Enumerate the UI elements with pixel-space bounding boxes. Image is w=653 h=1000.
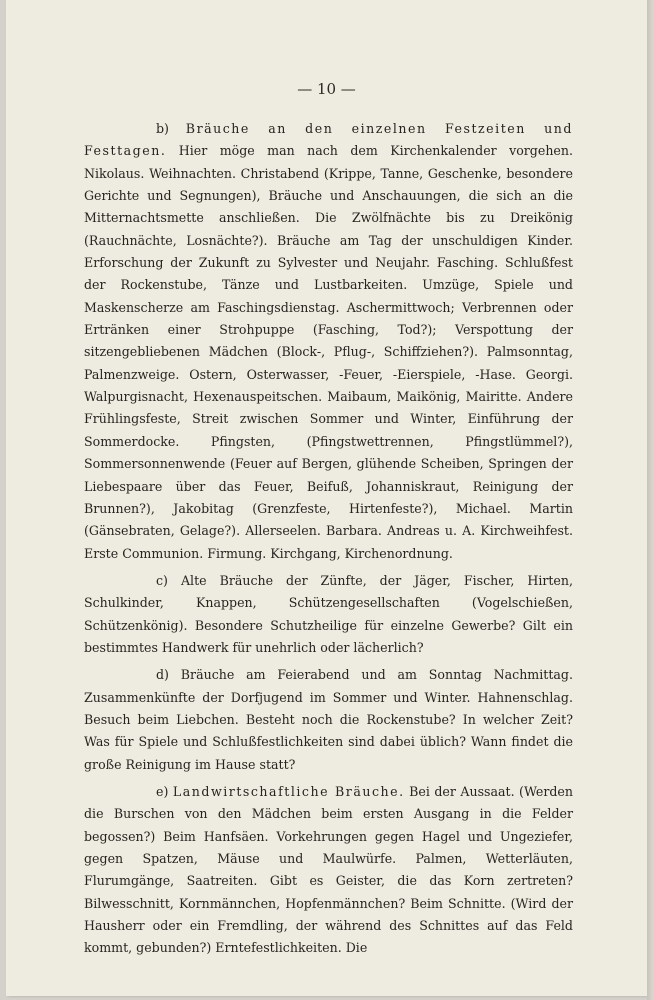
page-edge (647, 0, 653, 1000)
section-b (84, 118, 573, 565)
section-e (84, 781, 573, 960)
section-label: c) (156, 572, 168, 588)
section-label: e) (156, 783, 169, 799)
section-label: d) (156, 667, 169, 683)
page-text (84, 118, 573, 965)
section-c (84, 570, 573, 659)
section-heading: Bräuche an den einzelnen Festzeiten und Festtagen. (84, 121, 573, 159)
section-body: Bräuche am Feierabend und am Sonntag Nachmittag. Zusammenkünfte der Dorfjugend im Sommer und Winter. Hahnenschlag. Besuch beim Liebchen. Besteht noch die Rockenstube? In welcher Zeit? Was für Spiele und Schlußfestlichkeiten sind dabei üblich? Wann findet die große Reinigung im Hause statt? (84, 667, 573, 772)
section-body: Hier möge man nach dem Kirchenkalender vorgehen. Nikolaus. Weihnachten. Christabend (Krippe, Tanne, Geschenke, besondere Gerichte und Segnungen), Bräuche und Anschauungen, die sich an die Mitternachtsmette anschließen. Die Zwölfnächte bis zu Dreikönig (Rauchnächte, Losnächte?). Bräuche am Tag der unschuldigen Kinder. Erforschung der Zukunft zu Sylvester und Neujahr. Fasching. Schlußfest der Rockenstube, Tänze und Lustbarkeiten. Umzüge, Spiele und Maskenscherze am Faschingsdienstag. Aschermittwoch; Verbrennen oder Ertränken einer Strohpuppe (Fasching, Tod?); Verspottung der sitzengebliebenen Mädchen (Block-, Pflug-, Schiffziehen?). Palmsonntag, Palmenzweige. Ostern, Osterwasser, -Feuer, -Eierspiele, -Hase. Georgi. Walpurgisnacht, Hexenauspeitschen. Maibaum, Maikönig, Mairitte. Andere Frühlingsfeste, Streit zwischen Sommer und Winter, Einführung der Sommerdocke. Pfingsten, (Pfingstwettrennen, Pfingstlümmel?), Sommersonnenwende (Feuer auf Bergen, glühende Scheiben, Springen der Liebespaare über das Feuer, Beifuß, Johanniskraut, Reinigung der Brunnen?), Jakobitag (Grenzfeste, Hirtenfeste?), Michael. Martin (Gänsebraten, Gelage?). Allerseelen. Barbara. Andreas u. A. Kirchweihfest. Erste Communion. Firmung. Kirchgang, Kirchenordnung. (84, 143, 574, 561)
section-body: Bei der Aussaat. (Werden die Burschen von den Mädchen beim ersten Ausgang in die Felder begossen?) Beim Hanfsäen. Vorkehrungen gegen Hagel und Ungeziefer, gegen Spatzen, Mäuse und Maulwürfe. Palmen, Wetterläuten, Flurumgänge, Saatreiten. Gibt es Geister, die das Korn zertreten? Bilwesschnitt, Kornmännchen, Hopfenmännchen? Beim Schnitte. (Wird der Hausherr oder ein Fremdling, der während des Schnittes auf das Feld kommt, gebunden?) Erntefestlichkeiten. Die (84, 783, 573, 956)
section-heading: Landwirtschaftliche Bräuche. (172, 783, 405, 799)
section-body: Alte Bräuche der Zünfte, der Jäger, Fischer, Hirten, Schulkinder, Knappen, Schützengesellschaften (Vogelschießen, Schützenkönig). Besondere Schutzheilige für einzelne Gewerbe? Gilt ein bestimmtes Handwerk für unehrlich oder lächerlich? (84, 572, 573, 655)
section-label: b) (156, 121, 169, 136)
section-d (84, 664, 573, 776)
page-number: — 10 — (297, 80, 356, 98)
